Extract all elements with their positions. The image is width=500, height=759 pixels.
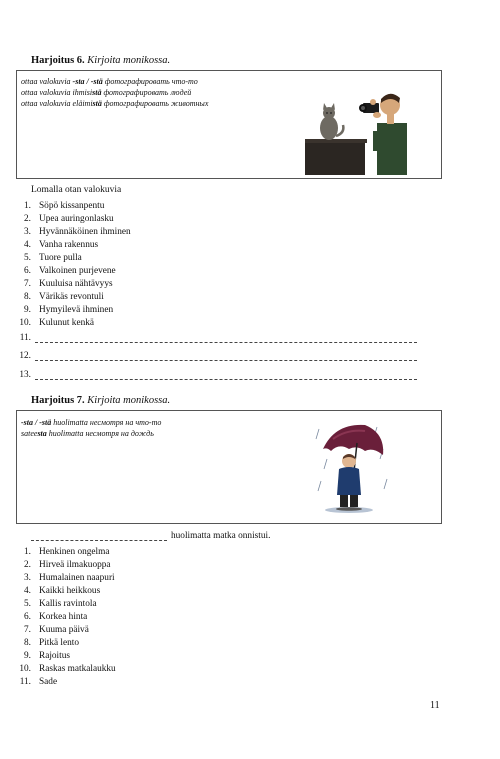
list-item: 3. Humalainen naapuri [24,573,115,583]
ex7-heading [31,395,170,406]
list-item: 2. Upea auringonlasku [24,214,114,224]
answer-blank[interactable] [31,532,167,541]
answer-line[interactable]: 12. [9,351,417,361]
list-item: 10. Kulunut kenkä [19,318,94,328]
answer-blank[interactable] [35,352,417,361]
list-item: 5. Kallis ravintola [24,599,97,609]
answer-line[interactable]: 11. [9,333,417,343]
ex6-heading [31,55,170,66]
list-item: 6. Valkoinen purjevene [24,266,116,276]
ex7-prompt [31,531,270,541]
ex7-example-box [16,410,442,524]
photographer-cat-illustration [303,81,413,175]
umbrella-rain-illustration [313,419,393,515]
ex6-instruction: Kirjoita monikossa. [87,55,171,66]
ex6-example-box [16,70,442,179]
list-item: 1. Henkinen ongelma [24,547,110,557]
ex7-box-line: -sta / -stä huolimatta несмотря на что-то [21,418,162,427]
list-item: 1. Söpö kissanpentu [24,201,105,211]
ex7-box-lines [21,417,161,439]
ex7-item-list [9,546,116,689]
ex6-box-line: ottaa valokuvia eläimistä фотографировать животных [21,99,209,108]
list-item: 7. Kuuluisa nähtävyys [24,279,113,289]
list-item: 10. Raskas matkalaukku [19,664,116,674]
ex6-intro: Lomalla otan valokuvia [31,185,122,195]
list-item: 9. Hymyilevä ihminen [24,305,114,315]
list-item: 8. Värikäs revontuli [24,292,104,302]
ex6-item-list [9,200,131,330]
list-item: 4. Vanha rakennus [24,240,99,250]
page-number: 11 [430,700,440,711]
list-item: 4. Kaikki heikkous [24,586,101,596]
answer-blank[interactable] [35,334,417,343]
list-item: 9. Rajoitus [24,651,70,661]
list-item: 5. Tuore pulla [24,253,82,263]
list-item: 7. Kuuma päivä [24,625,89,635]
list-item: 3. Hyvännäköinen ihminen [24,227,131,237]
list-item: 11. Sade [19,677,58,687]
answer-blank[interactable] [35,371,417,380]
ex6-title: Harjoitus 6. [31,55,85,66]
ex6-box-lines [21,76,208,109]
ex6-box-line: ottaa valokuvia -sta / -stä фотографировать что-то [21,77,198,86]
ex7-box-line: sateesta huolimatta несмотря на дождь [21,429,154,438]
ex7-title: Harjoitus 7. [31,395,85,406]
ex7-prompt-suffix: huolimatta matka onnistui. [171,531,271,541]
ex7-instruction: Kirjoita monikossa. [87,395,171,406]
answer-line[interactable]: 13. [9,370,417,380]
list-item: 6. Korkea hinta [24,612,88,622]
list-item: 8. Pitkä lento [24,638,80,648]
list-item: 2. Hirveä ilmakuoppa [24,560,111,570]
ex6-box-line: ottaa valokuvia ihmisistä фотографировать людей [21,88,192,97]
